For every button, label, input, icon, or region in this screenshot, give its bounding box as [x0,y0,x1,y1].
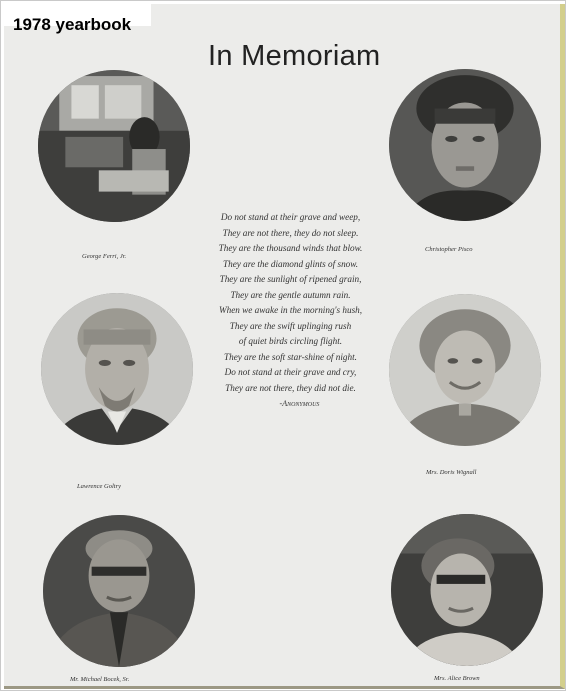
image-caption: 1978 yearbook [1,1,151,26]
yearbook-page [4,4,565,689]
portrait-photo-3 [41,293,193,445]
portrait-photo-1 [38,70,190,222]
portrait-photo-2 [389,69,541,221]
portrait-name-6: Mrs. Alice Brown [434,675,480,682]
portrait-name-4: Mrs. Doris Wignall [426,469,477,476]
portrait-photo-4 [389,294,541,446]
poem-line: They are the thousand winds that blow. [218,243,363,253]
poem-line: Do not stand at their grave and weep, [220,212,361,222]
poem-signature: -Anonymous [279,399,320,408]
poem-line: When we awake in the morning's hush, [218,305,363,315]
poem-line: They are the sunlight of ripened grain, [219,274,362,284]
poem-line: They are not there, they do not sleep. [222,227,359,238]
portrait-photo-5 [43,515,195,667]
poem-line: Do not stand at their grave and cry, [224,367,357,377]
poem-line: They are the gentle autumn rain. [230,289,351,300]
page-title: In Memoriam [208,40,381,72]
portrait-name-2: Christopher Pisco [425,246,473,253]
portrait-photo-6 [391,514,543,666]
poem-line: They are not there, they did not die. [225,382,356,393]
portrait-name-1: George Ferri, Jr. [82,253,127,260]
poem-line: of quiet birds circling flight. [238,336,343,346]
portrait-name-5: Mr. Michael Bocek, Sr. [70,676,130,683]
poem-line: They are the soft star-shine of night. [224,351,357,362]
portrait-name-3: Lawrence Goltry [77,483,121,490]
poem-line: They are the diamond glints of snow. [223,258,358,269]
poem-line: They are the swift uplinging rush [229,320,352,331]
memorial-poem [188,210,393,412]
